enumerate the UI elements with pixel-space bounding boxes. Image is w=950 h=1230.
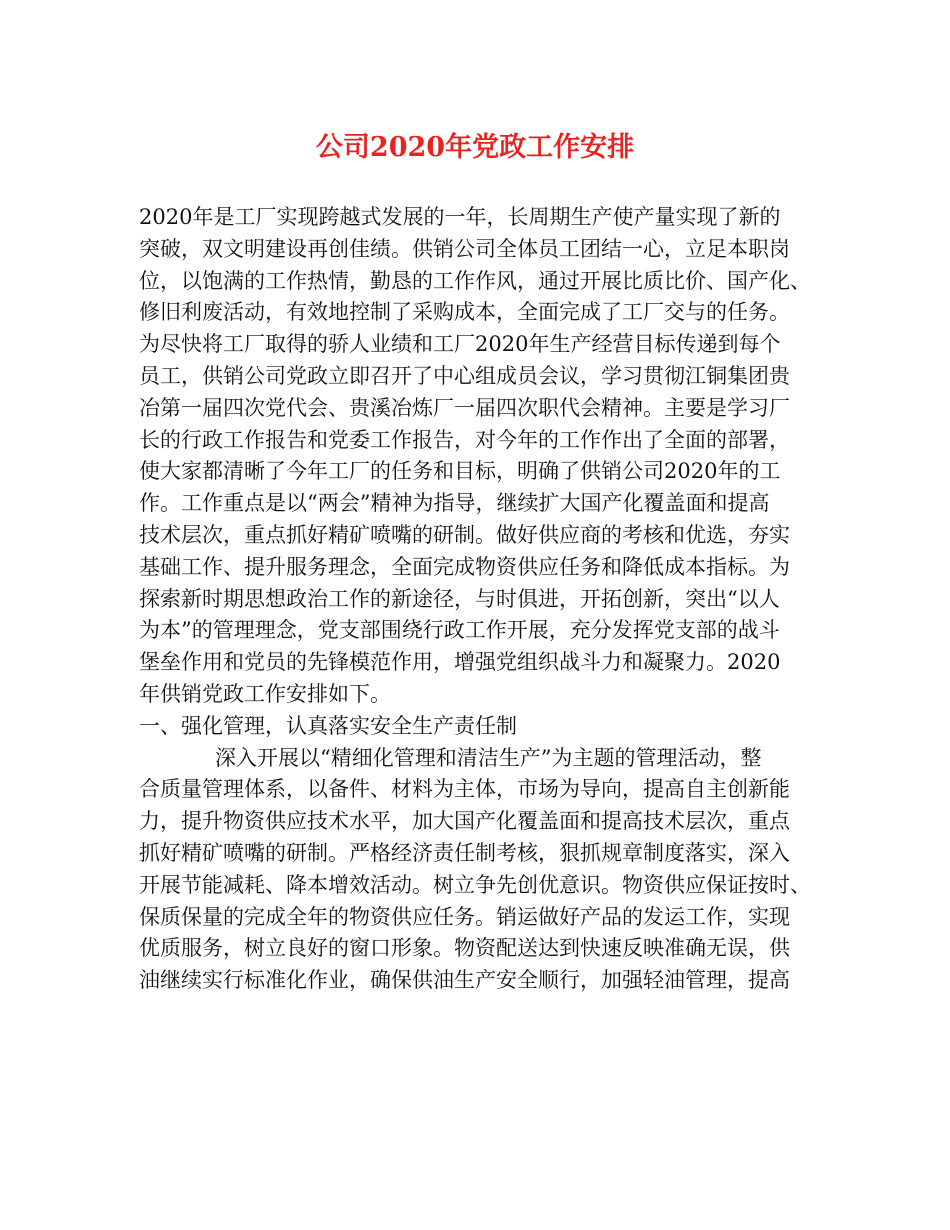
body-line: 作。工作重点是以“两会”精神为指导，继续扩大国产化覆盖面和提高 [139, 491, 770, 516]
body-line: 为本”的管理理念，党支部围绕行政工作开展，充分发挥党支部的战斗 [139, 618, 780, 643]
body-line: 探索新时期思想政治工作的新途径，与时俱进，开拓创新，突出“以人 [139, 586, 780, 611]
body-line: 年供销党政工作安排如下。 [139, 681, 391, 706]
body-line: 力，提升物资供应技术水平，加大国产化覆盖面和提高技术层次，重点 [139, 809, 790, 834]
body-line: 员工，供销公司党政立即召开了中心组成员会议，学习贯彻江铜集团贵 [139, 363, 790, 388]
body-line: 修旧利废活动，有效地控制了采购成本，全面完成了工厂交与的任务。 [139, 300, 790, 325]
body-line: 保质保量的完成全年的物资供应任务。销运做好产品的发运工作，实现 [139, 904, 790, 929]
document-title: 公司2020年党政工作安排 [315, 132, 635, 163]
document-body [139, 202, 819, 997]
body-line: 突破，双文明建设再创佳绩。供销公司全体员工团结一心，立足本职岗 [139, 236, 790, 261]
body-line: 优质服务，树立良好的窗口形象。物资配送达到快速反映准确无误，供 [139, 936, 790, 961]
body-line: 油继续实行标准化作业，确保供油生产安全顺行，加强轻油管理，提高 [139, 968, 790, 993]
body-line: 深入开展以“精细化管理和清洁生产”为主题的管理活动，整 [215, 745, 762, 770]
body-line: 技术层次，重点抓好精矿喷嘴的研制。做好供应商的考核和优选，夯实 [139, 522, 790, 547]
body-line: 冶第一届四次党代会、贵溪冶炼厂一届四次职代会精神。主要是学习厂 [139, 395, 790, 420]
body-line: 堡垒作用和党员的先锋模范作用，增强党组织战斗力和凝聚力。2020 [139, 650, 781, 675]
body-line: 为尽快将工厂取得的骄人业绩和工厂2020年生产经营目标传递到每个 [139, 332, 781, 357]
body-line: 位，以饱满的工作热情，勤恳的工作作风，通过开展比质比价、国产化、 [139, 268, 811, 293]
section-heading: 一、强化管理，认真落实安全生产责任制 [139, 713, 517, 738]
body-line: 长的行政工作报告和党委工作报告，对今年的工作作出了全面的部署， [139, 427, 790, 452]
body-line: 2020年是工厂实现跨越式发展的一年，长周期生产使产量实现了新的 [139, 205, 781, 229]
body-line: 抓好精矿喷嘴的研制。严格经济责任制考核，狠抓规章制度落实，深入 [139, 840, 790, 865]
body-line: 开展节能减耗、降本增效活动。树立争先创优意识。物资供应保证按时、 [139, 872, 811, 897]
body-line: 基础工作、提升服务理念，全面完成物资供应任务和降低成本指标。为 [139, 554, 790, 579]
body-line: 使大家都清晰了今年工厂的任务和目标，明确了供销公司2020年的工 [139, 459, 781, 484]
body-line: 合质量管理体系，以备件、材料为主体，市场为导向，提高自主创新能 [139, 777, 790, 802]
